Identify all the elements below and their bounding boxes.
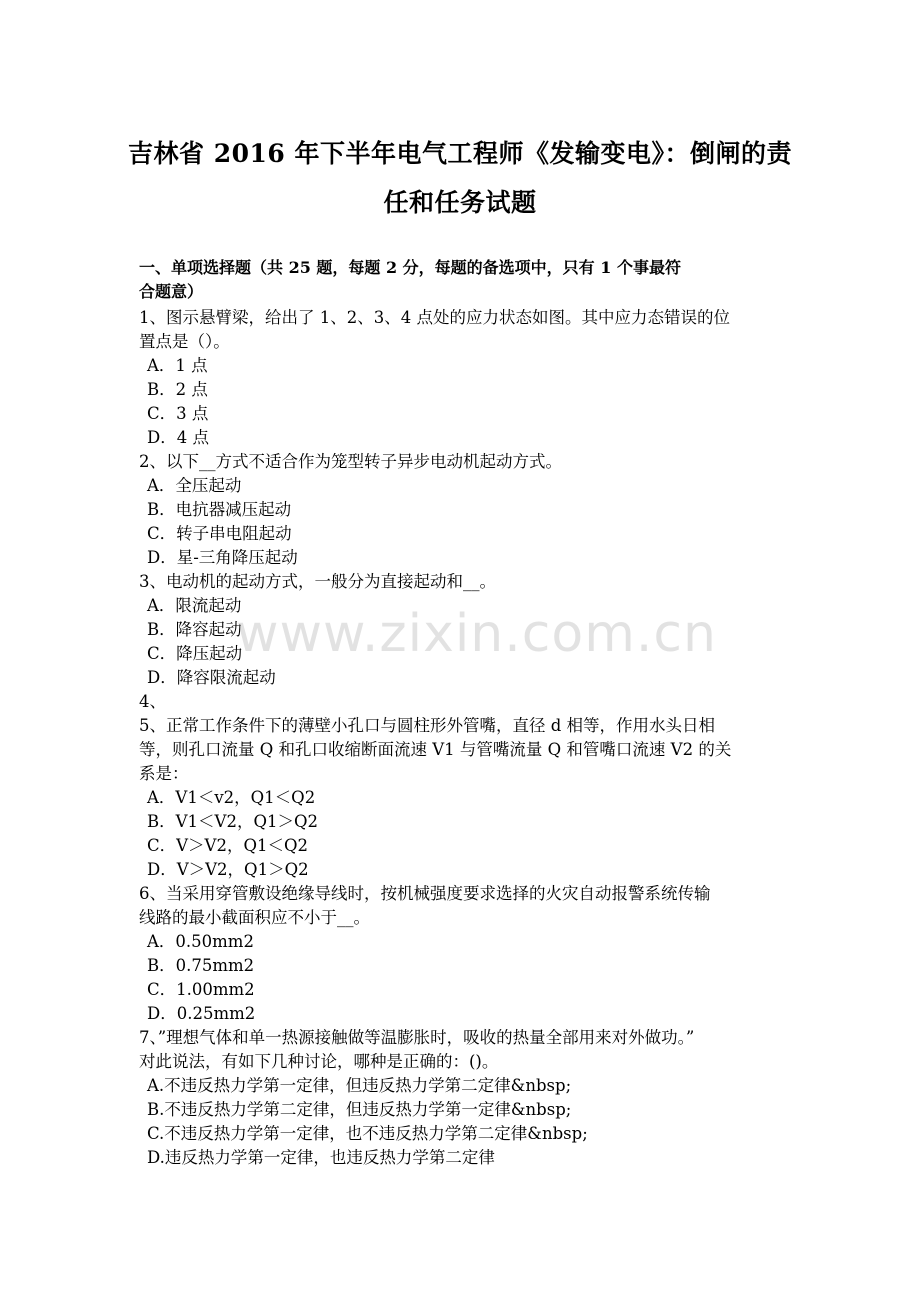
question-5-line-3: 系是：: [139, 764, 189, 783]
question-7-option-c: C.不违反热力学第一定律，也不违反热力学第二定律&nbsp;: [147, 1124, 588, 1143]
watermark: www.zixin.com.cn: [236, 604, 717, 664]
question-6-line-2: 线路的最小截面积应不小于__。: [139, 908, 370, 927]
question-6-option-c: C．1.00mm2: [147, 980, 255, 999]
question-2-option-c: C．转子串电阻起动: [147, 524, 292, 543]
question-4-line-1: 4、: [139, 692, 166, 711]
question-1-option-d: D．4 点: [147, 428, 209, 447]
question-7-option-b: B.不违反热力学第二定律，但违反热力学第一定律&nbsp;: [147, 1100, 572, 1119]
question-2-option-a: A．全压起动: [147, 476, 242, 495]
question-2-line-1: 2、以下__方式不适合作为笼型转子异步电动机起动方式。: [139, 452, 562, 471]
question-5-option-c: C．V＞V2，Q1＜Q2: [147, 836, 309, 855]
question-3-option-b: B．降容起动: [147, 620, 242, 639]
question-3-option-a: A．限流起动: [147, 596, 242, 615]
question-3-option-c: C．降压起动: [147, 644, 243, 663]
question-6-line-1: 6、当采用穿管敷设绝缘导线时，按机械强度要求选择的火灾自动报警系统传输: [139, 884, 711, 903]
question-5-option-b: B．V1＜V2，Q1＞Q2: [147, 812, 319, 831]
page-title-line-1: 吉林省 2016 年下半年电气工程师《发输变电》：倒闸的责: [128, 139, 792, 168]
question-2-option-b: B．电抗器减压起动: [147, 500, 292, 519]
question-1-line-1: 1、图示悬臂梁，给出了 1、2、3、4 点处的应力状态如图。其中应力态错误的位: [139, 308, 730, 327]
question-3-line-1: 3、电动机的起动方式，一般分为直接起动和__。: [139, 572, 496, 591]
question-6-option-a: A．0.50mm2: [147, 932, 254, 951]
question-1-option-b: B．2 点: [147, 380, 208, 399]
section-heading-line-1: 一、单项选择题（共 25 题，每题 2 分，每题的备选项中，只有 1 个事最符: [139, 258, 681, 277]
section-heading-line-2: 合题意）: [139, 282, 204, 301]
page-title-line-2: 任和任务试题: [383, 188, 537, 217]
question-7-line-2: 对此说法，有如下几种讨论，哪种是正确的：()。: [139, 1052, 499, 1071]
question-5-line-2: 等，则孔口流量 Q 和孔口收缩断面流速 V1 与管嘴流量 Q 和管嘴口流速 V2 的关: [139, 740, 732, 759]
question-1-line-2: 置点是（）。: [139, 332, 230, 351]
question-7-line-1: 7、”理想气体和单一热源接触做等温膨胀时，吸收的热量全部用来对外做功。”: [139, 1028, 695, 1047]
question-3-option-d: D．降容限流起动: [147, 668, 276, 687]
question-6-option-d: D．0.25mm2: [147, 1004, 256, 1023]
question-1-option-a: A．1 点: [147, 356, 208, 375]
question-7-option-a: A.不违反热力学第一定律，但违反热力学第二定律&nbsp;: [147, 1076, 572, 1095]
question-7-option-d: D.违反热力学第一定律，也违反热力学第二定律: [147, 1148, 495, 1167]
question-6-option-b: B．0.75mm2: [147, 956, 255, 975]
question-1-option-c: C．3 点: [147, 404, 209, 423]
question-5-option-a: A．V1＜v2，Q1＜Q2: [147, 788, 316, 807]
question-5-option-d: D．V＞V2，Q1＞Q2: [147, 860, 309, 879]
question-5-line-1: 5、正常工作条件下的薄壁小孔口与圆柱形外管嘴，直径 d 相等，作用水头日相: [139, 716, 716, 735]
question-2-option-d: D．星-三角降压起动: [147, 548, 298, 567]
